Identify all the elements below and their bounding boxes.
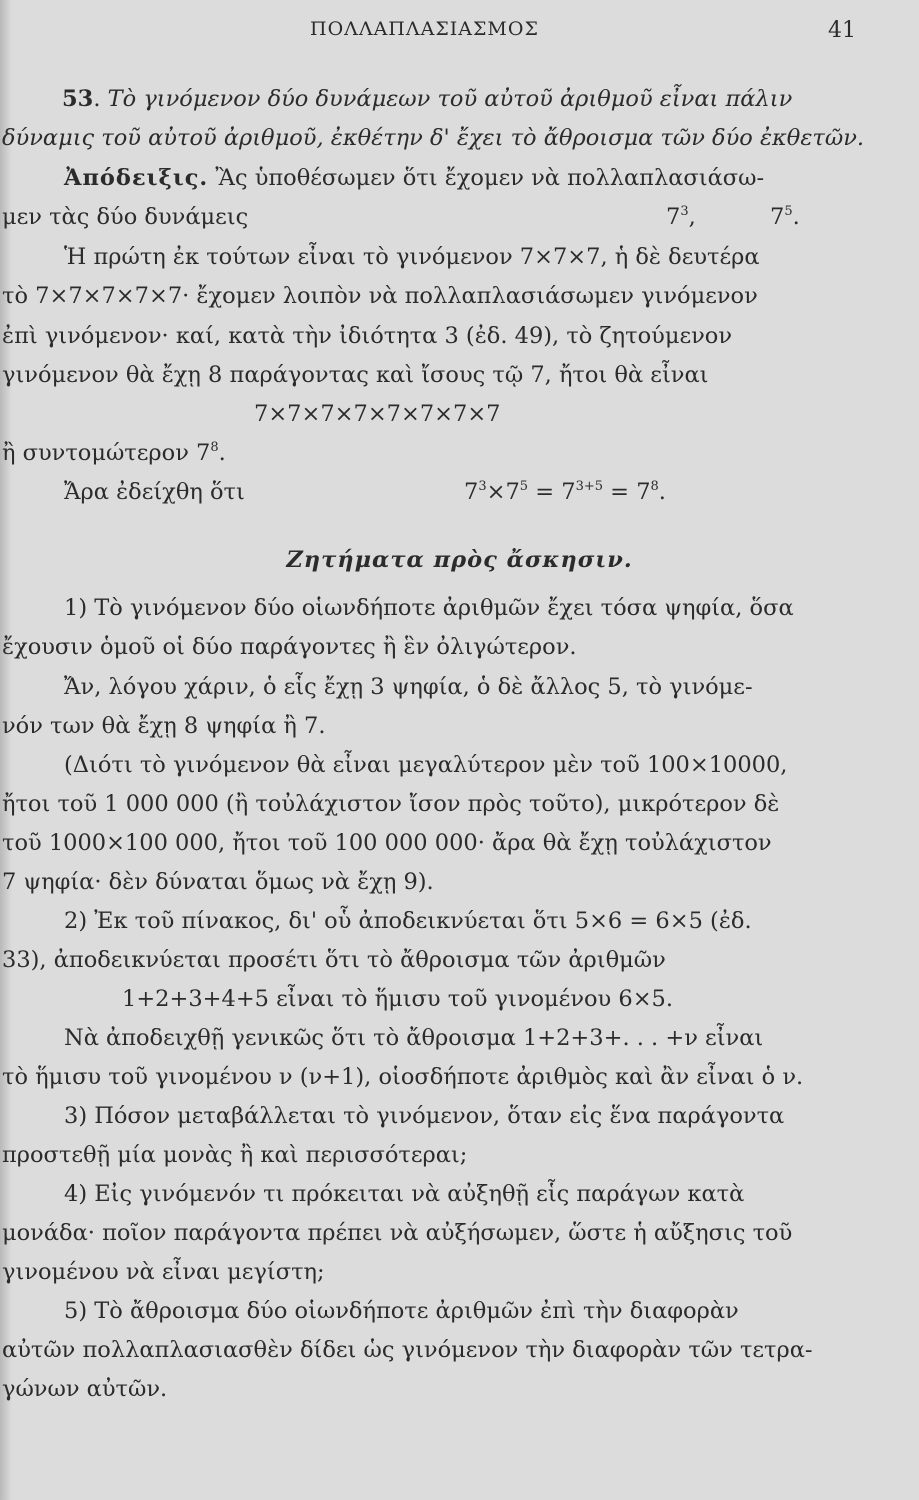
exercise-line: 2) Ἐκ τοῦ πίνακος, δι' οὗ ἀποδεικνύεται ὅτι 5×6 = 6×5 (ἐδ.: [64, 908, 752, 934]
proof-text-1: Ἂς ὑποθέσωμεν ὅτι ἔχομεν νὰ πολλαπλασιάσω-: [215, 165, 765, 191]
theorem-text-1: Τὸ γινόμενον δύο δυνάμεων τοῦ αὐτοῦ ἀριθμοῦ εἶναι πάλιν: [107, 86, 793, 112]
power-7-3: $7^3$,: [666, 204, 696, 230]
proof-text-6: γινόμενον θὰ ἔχῃ 8 παράγοντας καὶ ἴσους τῷ 7, ἤτοι θὰ εἶναι: [2, 362, 709, 388]
proof-line-2: [2, 202, 248, 232]
exercise-line: μονάδα· ποῖον παράγοντα πρέπει νὰ αὐξήσωμεν, ὥστε ἡ αὔξησις τοῦ: [2, 1220, 793, 1246]
exercise-line: τοῦ 1000×100 000, ἤτοι τοῦ 100 000 000· ἄρα θὰ ἔχῃ τοὐλάχιστον: [2, 830, 772, 856]
exercise-line: Νὰ ἀποδειχθῇ γενικῶς ὅτι τὸ ἄθροισμα 1+2+3+. . . +ν εἶναι: [64, 1025, 764, 1051]
exercise-line: γώνων αὐτῶν.: [2, 1376, 168, 1402]
exercises-heading: Ζητήματα πρὸς ἄσκησιν.: [286, 547, 633, 573]
running-title: ΠΟΛΛΑΠΛΑΣΙΑΣΜΟΣ: [310, 18, 539, 40]
proof-text-2: μεν τὰς δύο δυνάμεις: [2, 204, 249, 230]
exercise-line: ἤτοι τοῦ 1 000 000 (ἢ τοὐλάχιστον ἴσον πρὸς τοῦτο), μικρότερον δὲ: [2, 791, 780, 817]
exercise-line: 3) Πόσον μεταβάλλεται τὸ γινόμενον, ὅταν εἰς ἕνα παράγοντα: [64, 1103, 785, 1129]
conclusion-formula: $7^3\times 7^5 = 7^{3+5} = 7^8$.: [464, 479, 666, 505]
exercise-line: προστεθῇ μία μονὰς ἢ καὶ περισσότεραι;: [2, 1142, 468, 1168]
power-7-5: $7^5$.: [770, 204, 800, 230]
exercise-line: Ἄν, λόγου χάριν, ὁ εἷς ἔχῃ 3 ψηφία, ὁ δὲ ἄλλος 5, τὸ γινόμε-: [64, 674, 753, 700]
exercise-line: 7 ψηφία· δὲν δύναται ὅμως νὰ ἔχῃ 9).: [2, 869, 434, 895]
short-power: $7^8$.: [196, 440, 226, 466]
proof-line-1: [64, 163, 764, 193]
exercise-line: 1+2+3+4+5 εἶναι τὸ ἥμισυ τοῦ γινομένου 6×5.: [122, 986, 674, 1012]
proof-text-7: ἢ συντομώτερον: [2, 440, 189, 466]
product-formula: 7×7×7×7×7×7×7×7: [254, 401, 501, 427]
proof-line-7: [2, 438, 226, 468]
exercise-line: 5) Τὸ ἄθροισμα δύο οἱωνδήποτε ἀριθμῶν ἐπὶ τὴν διαφορὰν: [64, 1298, 739, 1324]
exercise-line: 1) Τὸ γινόμενον δύο οἱωνδήποτε ἀριθμῶν ἔχει τόσα ψηφία, ὅσα: [64, 595, 794, 621]
section-53-line-1: 53. Τὸ γινόμενον δύο δυνάμεων τοῦ αὐτοῦ ἀριθμοῦ εἶναι πάλιν: [62, 86, 793, 112]
proof-label: Ἀπόδειξις.: [64, 165, 209, 191]
page-number: 41: [828, 18, 856, 43]
exercise-line: γινομένου νὰ εἶναι μεγίστη;: [2, 1259, 325, 1285]
exercise-line: (Διότι τὸ γινόμενον θὰ εἶναι μεγαλύτερον μὲν τοῦ 100×10000,: [64, 752, 788, 778]
theorem-text-2: δύναμις τοῦ αὐτοῦ ἀριθμοῦ, ἐκθέτην δ' ἔχει τὸ ἄθροισμα τῶν δύο ἐκθετῶν.: [2, 125, 865, 151]
conclusion-text: Ἄρα ἐδείχθη ὅτι: [64, 479, 245, 505]
exercise-line: νόν των θὰ ἔχῃ 8 ψηφία ἢ 7.: [2, 713, 326, 739]
exercise-line: 33), ἀποδεικνύεται προσέτι ὅτι τὸ ἄθροισμα τῶν ἀριθμῶν: [2, 947, 666, 973]
running-header: [0, 18, 919, 48]
exercise-line: 4) Εἰς γινόμενόν τι πρόκειται νὰ αὐξηθῇ εἷς παράγων κατὰ: [64, 1181, 745, 1207]
exercise-line: ἔχουσιν ὁμοῦ οἱ δύο παράγοντες ἢ ἓν ὀλιγώτερον.: [2, 634, 577, 660]
proof-text-4: τὸ 7×7×7×7×7· ἔχομεν λοιπὸν νὰ πολλαπλασιάσωμεν γινόμενον: [2, 283, 758, 309]
exercise-line: αὐτῶν πολλαπλασιασθὲν δίδει ὡς γινόμενον τὴν διαφορὰν τῶν τετρα-: [2, 1337, 813, 1363]
proof-text-3: Ἡ πρώτη ἐκ τούτων εἶναι τὸ γινόμενον 7×7×7, ἡ δὲ δευτέρα: [64, 244, 760, 270]
proof-text-5: ἐπὶ γινόμενον· καί, κατὰ τὴν ἰδιότητα 3 (ἐδ. 49), τὸ ζητούμενον: [2, 323, 733, 349]
section-number: 53: [62, 86, 94, 112]
exercise-line: τὸ ἥμισυ τοῦ γινομένου ν (ν+1), οἱοσδήποτε ἀριθμὸς καὶ ἂν εἶναι ὁ ν.: [2, 1064, 804, 1090]
